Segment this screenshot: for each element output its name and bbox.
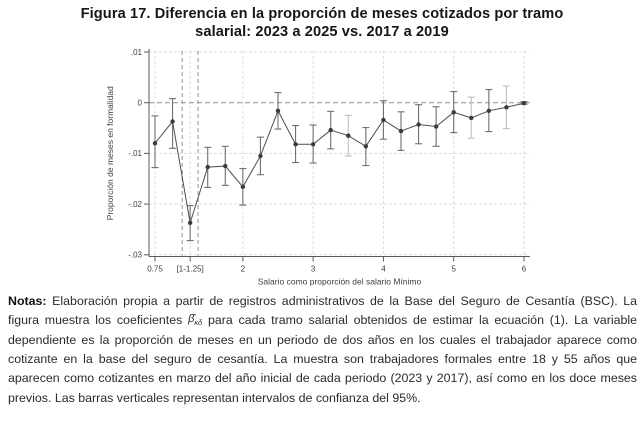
y-tick-label: -.03 — [128, 250, 142, 260]
data-point — [416, 122, 420, 126]
data-point — [469, 115, 473, 119]
data-point — [452, 110, 456, 114]
figure-container — [0, 5, 644, 432]
estimate-line — [155, 103, 524, 223]
data-point — [223, 164, 227, 168]
y-tick-label: .01 — [130, 47, 142, 57]
data-point — [170, 119, 174, 123]
chart-canvas — [0, 43, 644, 289]
figure-title-line2: salarial: 2023 a 2025 vs. 2017 a 2019 — [195, 24, 449, 41]
y-tick-label: -.01 — [128, 148, 142, 158]
x-tick-label: 6 — [521, 264, 527, 274]
data-point — [434, 124, 438, 128]
y-tick-label: -.02 — [128, 199, 142, 209]
data-point — [399, 129, 403, 133]
data-point — [293, 142, 297, 146]
data-point — [346, 133, 350, 137]
data-point — [276, 108, 280, 112]
x-tick-label: 0.75 — [147, 264, 163, 274]
x-tick-label: 2 — [240, 264, 246, 274]
x-tick-label: [1-1.25] — [176, 264, 204, 274]
data-point — [364, 144, 368, 148]
data-point — [188, 220, 192, 224]
data-point — [504, 105, 508, 109]
data-point — [329, 128, 333, 132]
data-point — [241, 184, 245, 188]
x-tick-label: 3 — [310, 264, 316, 274]
y-tick-label: 0 — [137, 98, 142, 108]
notes-label: Notas: — [8, 293, 47, 308]
data-point — [258, 153, 262, 157]
figure-title — [10, 5, 634, 42]
notes-text-1: Elaboración propia a partir de registros administrativos de la Base del Seguro de Cesantía (BSC). La figura muestra los coeficientes — [8, 293, 637, 328]
data-point — [153, 141, 157, 145]
data-point — [487, 108, 491, 112]
data-point — [522, 101, 526, 105]
x-tick-label: 5 — [451, 264, 456, 274]
data-point — [311, 142, 315, 146]
coefficient-chart — [0, 43, 644, 289]
x-tick-label: 4 — [381, 264, 386, 274]
y-axis-title: Proporción de meses en formalidad — [105, 85, 115, 221]
figure-title-line1: Figura 17. Diferencia en la proporción de meses cotizados por tramo — [80, 6, 564, 22]
figure-notes — [8, 292, 637, 408]
notes-text-2: para cada tramo salarial obtenidos de estimar la ecuación (1). La variable dependiente es la proporción de meses en un periodo de dos años en los cuales el trabajador aparece como cotizante en la base del seguro de cesantía. La muestra son trabajadores formales entre 18 y 55 años que aparecen como cotizantes en marzo del año inicial de cada periodo (2023 y 2017), así como en los doce meses previos. Las barras verticales representan intervalos de confianza del 95%. — [8, 313, 637, 405]
x-axis-title: Salario como proporción del salario Mínimo — [257, 276, 422, 287]
data-point — [206, 165, 210, 169]
data-point — [381, 117, 385, 121]
beta-coefficient-formula: $\betâ_{\kappa\delta}$ — [188, 313, 203, 328]
